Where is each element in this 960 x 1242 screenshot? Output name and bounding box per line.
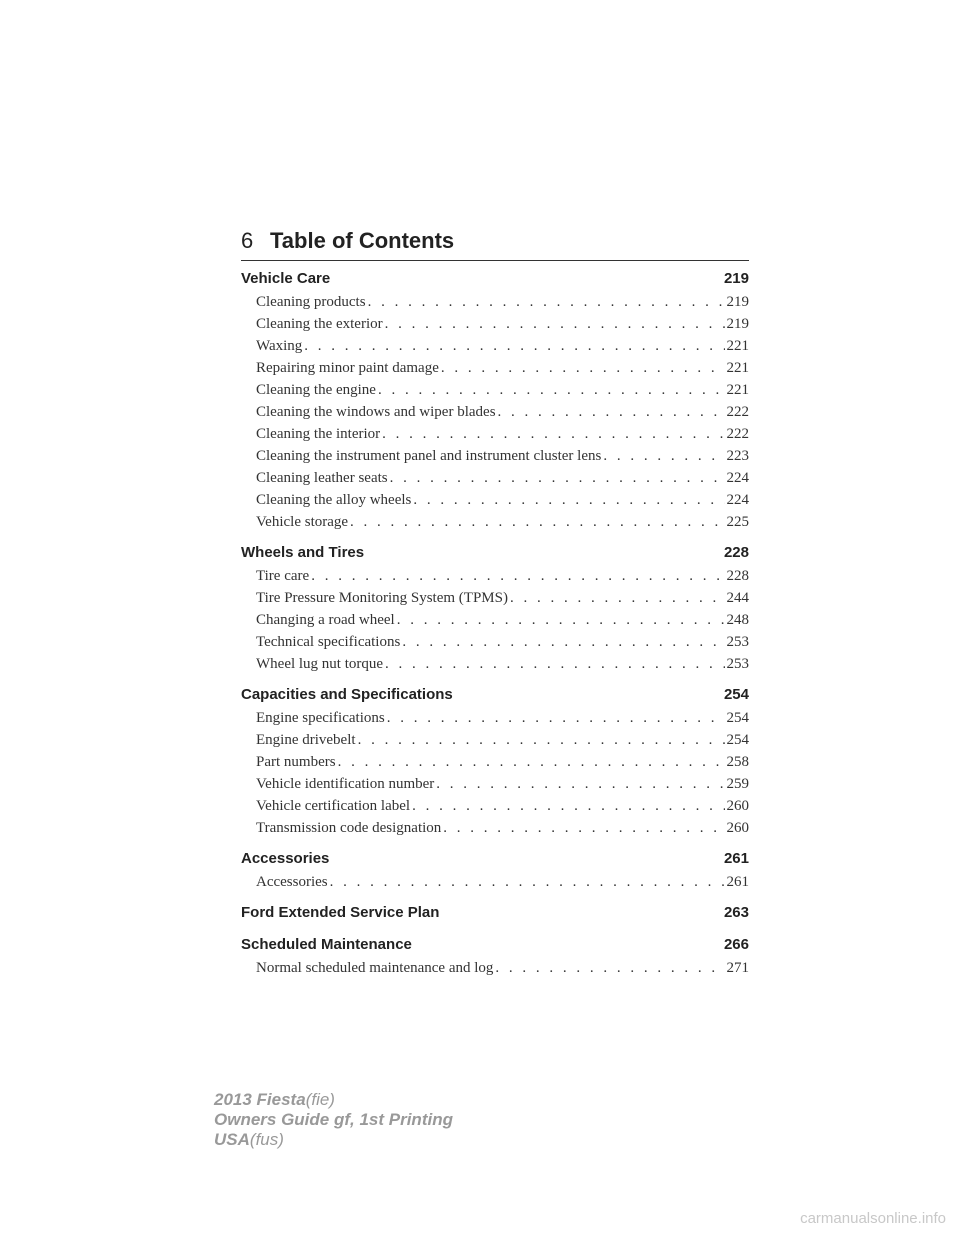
toc-entry-page: 219 [726, 316, 749, 332]
toc-section-title: Scheduled Maintenance [241, 936, 412, 953]
toc-entry-page: 271 [726, 960, 749, 976]
dot-leader [510, 587, 725, 609]
toc-entry-title: Engine drivebelt [256, 732, 356, 748]
toc-entry-page: 224 [726, 492, 749, 508]
table-of-contents [241, 267, 749, 979]
toc-entry[interactable] [241, 795, 749, 817]
toc-entry[interactable] [241, 957, 749, 979]
toc-entry-title: Cleaning the windows and wiper blades [256, 404, 496, 420]
toc-entry-title: Cleaning the interior [256, 426, 381, 442]
toc-section-page: 219 [723, 270, 749, 287]
toc-section[interactable] [241, 541, 749, 565]
footer-market-code: (fus) [249, 1130, 284, 1149]
toc-entry-page: 222 [726, 426, 749, 442]
toc-entry[interactable] [241, 291, 749, 313]
toc-entry-title: Accessories [256, 874, 328, 890]
toc-entry-page: 259 [726, 776, 749, 792]
footer-model-code: (fie) [305, 1090, 335, 1109]
toc-entry-title: Repairing minor paint damage [256, 360, 439, 376]
toc-entry-title: Cleaning the exterior [256, 316, 383, 332]
toc-entry[interactable] [241, 379, 749, 401]
toc-section-page: 228 [723, 544, 749, 561]
toc-section-title: Accessories [241, 850, 330, 867]
toc-entry-page: 260 [726, 798, 749, 814]
toc-entry-page: 244 [726, 590, 749, 606]
dot-leader [397, 609, 725, 631]
dot-leader [385, 653, 724, 675]
toc-entry-page: 254 [726, 732, 749, 748]
toc-entry-page: 225 [726, 514, 749, 530]
toc-entry-title: Changing a road wheel [256, 612, 395, 628]
toc-entry[interactable] [241, 609, 749, 631]
toc-entry-title: Engine specifications [256, 710, 385, 726]
dot-leader [498, 401, 725, 423]
toc-entry-title: Vehicle certification label [256, 798, 411, 814]
toc-entry[interactable] [241, 467, 749, 489]
toc-entry[interactable] [241, 489, 749, 511]
toc-entry[interactable] [241, 313, 749, 335]
toc-section[interactable] [241, 847, 749, 871]
toc-entry-title: Cleaning the alloy wheels [256, 492, 412, 508]
toc-entry-page: 258 [726, 754, 749, 770]
footer-market: USA [214, 1130, 250, 1149]
toc-entry[interactable] [241, 401, 749, 423]
footer-model: 2013 Fiesta [214, 1090, 306, 1109]
toc-entry-title: Tire Pressure Monitoring System (TPMS) [256, 590, 508, 606]
toc-entry[interactable] [241, 631, 749, 653]
toc-section-page: 263 [723, 904, 749, 921]
dot-leader [385, 313, 725, 335]
toc-entry-page: 222 [726, 404, 749, 420]
dot-leader [413, 489, 724, 511]
toc-entry[interactable] [241, 335, 749, 357]
dot-leader [382, 423, 724, 445]
toc-entry-page: 260 [726, 820, 749, 836]
dot-leader [441, 357, 725, 379]
toc-section-page: 254 [723, 686, 749, 703]
dot-leader [358, 729, 725, 751]
toc-entry[interactable] [241, 565, 749, 587]
dot-leader [350, 511, 724, 533]
toc-entry-title: Cleaning products [256, 294, 366, 310]
toc-entry[interactable] [241, 653, 749, 675]
toc-section-title: Wheels and Tires [241, 544, 365, 561]
toc-entry-page: 221 [726, 382, 749, 398]
dot-leader [378, 379, 725, 401]
dot-leader [495, 957, 724, 979]
toc-entry-page: 253 [726, 634, 749, 650]
toc-entry-page: 261 [726, 874, 749, 890]
toc-entry-title: Tire care [256, 568, 310, 584]
toc-entry-page: 219 [726, 294, 749, 310]
toc-section-page: 266 [723, 936, 749, 953]
toc-section[interactable] [241, 933, 749, 957]
dot-leader [304, 335, 724, 357]
toc-entry-title: Cleaning the engine [256, 382, 376, 398]
toc-entry-page: 254 [726, 710, 749, 726]
dot-leader [412, 795, 724, 817]
dot-leader [311, 565, 724, 587]
page-number: 6 [241, 228, 254, 253]
toc-entry-title: Part numbers [256, 754, 336, 770]
toc-entry[interactable] [241, 511, 749, 533]
page-title: Table of Contents [270, 228, 455, 253]
toc-entry-title: Cleaning the instrument panel and instrument cluster lens [256, 448, 602, 464]
dot-leader [330, 871, 725, 893]
toc-section-title: Capacities and Specifications [241, 686, 453, 703]
dot-leader [402, 631, 724, 653]
toc-section-title: Vehicle Care [241, 270, 331, 287]
toc-entry-title: Cleaning leather seats [256, 470, 388, 486]
toc-entry-title: Transmission code designation [256, 820, 442, 836]
toc-entry[interactable] [241, 773, 749, 795]
dot-leader [338, 751, 725, 773]
toc-entry[interactable] [241, 587, 749, 609]
watermark: carmanualsonline.info [800, 1210, 946, 1227]
toc-entry-title: Wheel lug nut torque [256, 656, 384, 672]
footer-line-1 [214, 1090, 453, 1110]
toc-entry-page: 221 [726, 338, 749, 354]
footer-line-2: Owners Guide gf, 1st Printing [214, 1110, 453, 1129]
toc-section-title: Ford Extended Service Plan [241, 904, 440, 921]
toc-section-page: 261 [723, 850, 749, 867]
toc-section[interactable] [241, 267, 749, 291]
toc-entry[interactable] [241, 751, 749, 773]
toc-entry[interactable] [241, 729, 749, 751]
toc-entry[interactable] [241, 707, 749, 729]
toc-entry[interactable] [241, 357, 749, 379]
toc-entry-page: 228 [726, 568, 749, 584]
toc-entry-title: Waxing [256, 338, 303, 354]
page-header [241, 226, 749, 261]
dot-leader [443, 817, 724, 839]
toc-entry[interactable] [241, 445, 749, 467]
dot-leader [368, 291, 725, 313]
toc-entry-title: Vehicle identification number [256, 776, 435, 792]
toc-section[interactable] [241, 901, 749, 925]
dot-leader [387, 707, 725, 729]
toc-entry[interactable] [241, 871, 749, 893]
toc-entry-title: Technical specifications [256, 634, 401, 650]
dot-leader [436, 773, 724, 795]
toc-entry[interactable] [241, 423, 749, 445]
toc-section[interactable] [241, 683, 749, 707]
dot-leader [603, 445, 724, 467]
toc-entry-title: Normal scheduled maintenance and log [256, 960, 494, 976]
toc-entry-title: Vehicle storage [256, 514, 349, 530]
footer [214, 1090, 453, 1150]
dot-leader [390, 467, 725, 489]
toc-entry-page: 221 [726, 360, 749, 376]
toc-entry-page: 253 [726, 656, 749, 672]
toc-entry-page: 223 [726, 448, 749, 464]
toc-entry-page: 224 [726, 470, 749, 486]
toc-entry-page: 248 [726, 612, 749, 628]
toc-entry[interactable] [241, 817, 749, 839]
